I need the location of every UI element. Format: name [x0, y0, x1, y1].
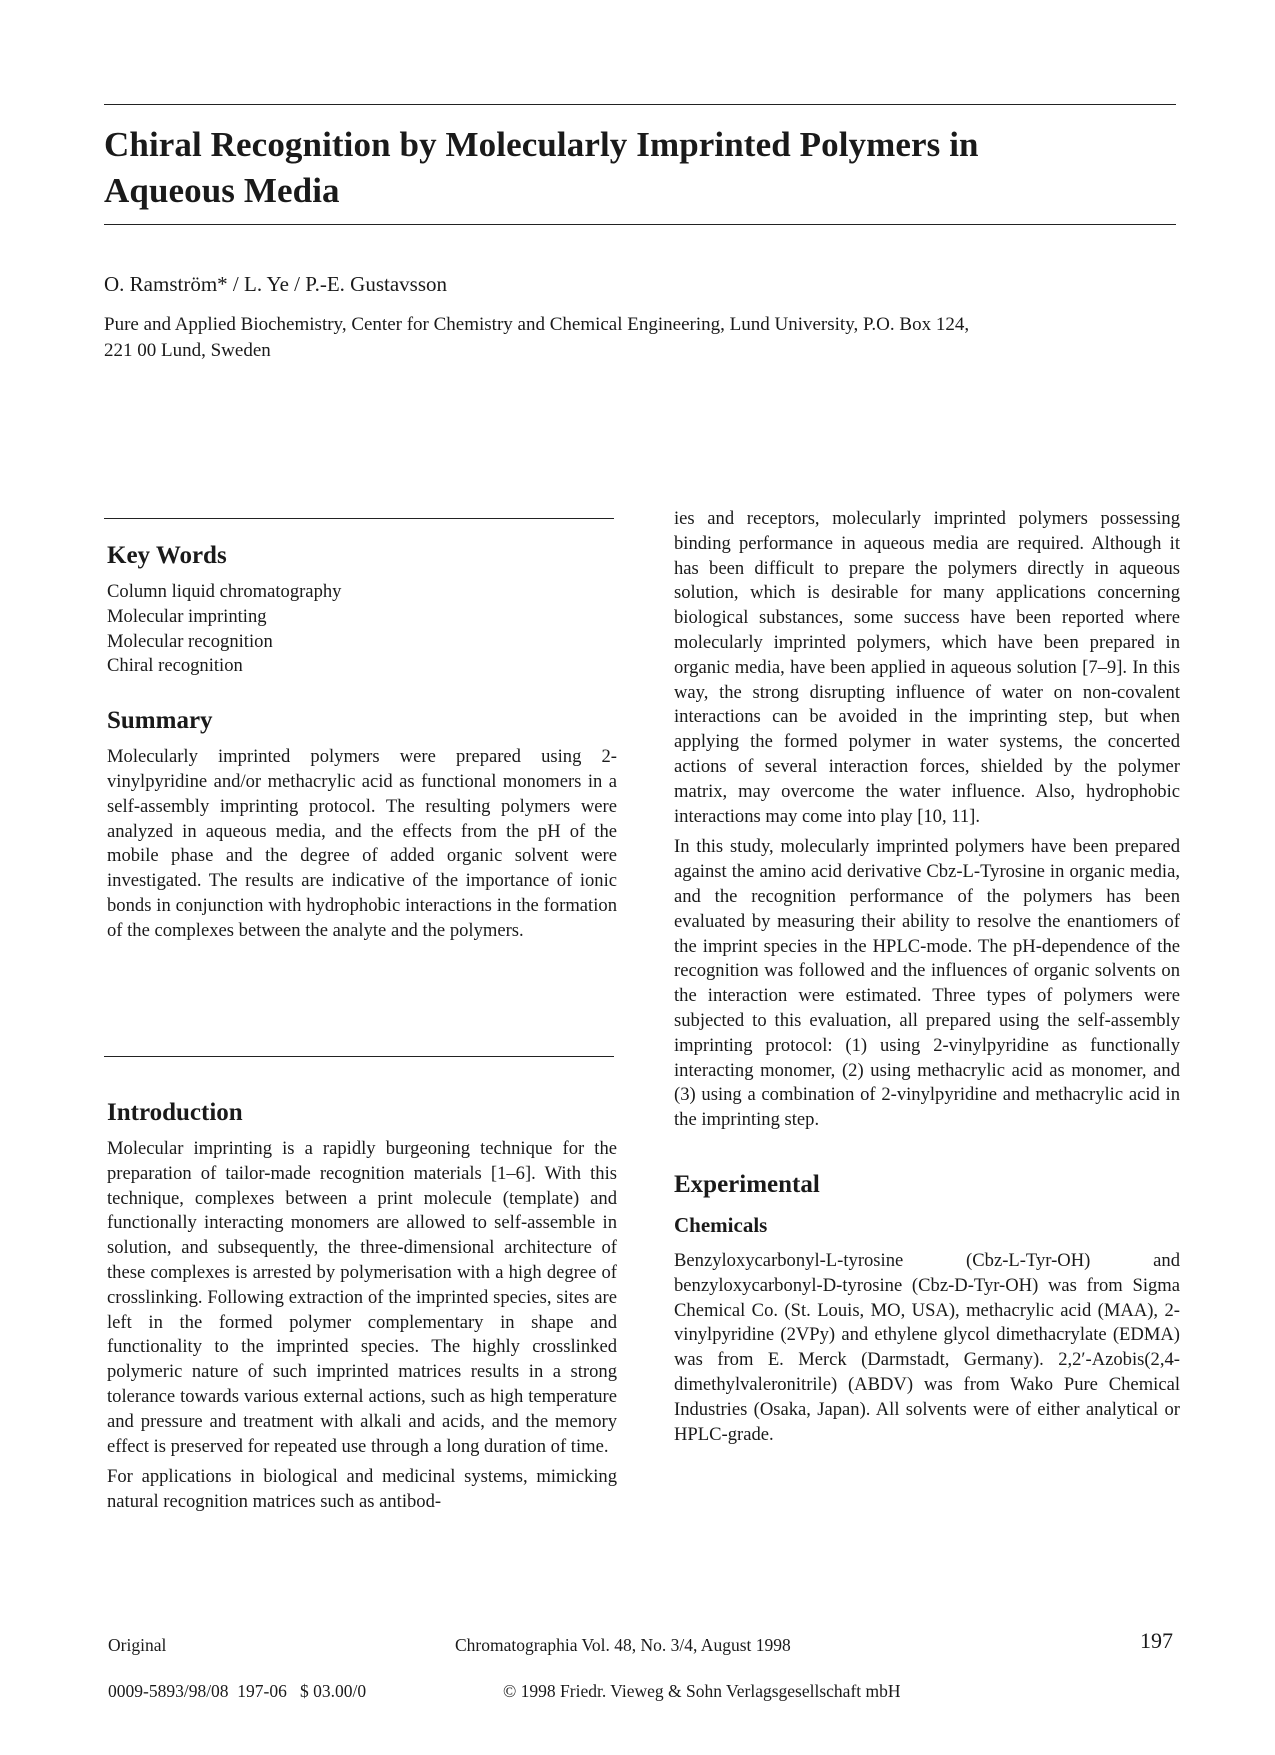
chemicals-text: Benzyloxycarbonyl-L-tyrosine (Cbz-L-Tyr-OH) and benzyloxycarbonyl-D-tyrosine (Cbz-D-Tyr-OH) was from Sigma Chemical Co. (St. Louis, MO, USA), methacrylic acid (MAA), 2-vinylpyridine (2VPy) and ethylene glycol dimethacrylate (EDMA) was from E. Merck (Darmstadt, Germany). 2,2′-Azobis(2,4-dimethylvaleronitrile) (ABDV) was from Wako Pure Chemical Industries (Osaka, Japan). All solvents were of either analytical or HPLC-grade. — [674, 1249, 1180, 1445]
title-bottom-rule — [104, 224, 1176, 225]
introduction-paragraph-2-start: For applications in biological and medicinal systems, mimicking natural recognition matrices such as antibod- — [107, 1466, 617, 1513]
introduction-section — [107, 1097, 617, 1515]
page-number: 197 — [1140, 1628, 1173, 1653]
keyword-item: Column liquid chromatography — [107, 581, 342, 602]
keyword-item: Chiral recognition — [107, 655, 243, 677]
article-title — [104, 122, 1164, 214]
footer-label: Original — [108, 1635, 167, 1655]
left-column — [107, 540, 617, 944]
introduction-paragraph-1: Molecular imprinting is a rapidly burgeoning technique for the preparation of tailor-made recognition materials [1–6]. With this technique, complexes between a print molecule (template) and functionally interacting monomers are allowed to self-assemble in solution, and subsequently, the three-dimensional architecture of these complexes is arrested by polymerisation with a high degree of crosslinking. Following extraction of the imprinted species, sites are left in the formed polymer complementary in shape and functionality to the imprinted species. The highly crosslinked polymeric nature of such imprinted matrices results in a strong tolerance towards various external actions, such as high temperature and pressure and treatment with alkali and acids, and the memory effect is preserved for repeated use through a long duration of time. — [107, 1138, 617, 1457]
affiliation-line-1: Pure and Applied Biochemistry, Center for Chemistry and Chemical Engineering, Lund University, P.O. Box 124, — [104, 314, 970, 335]
affiliation-line-2: 221 00 Lund, Sweden — [104, 340, 271, 361]
title-line-2: Aqueous Media — [104, 171, 340, 210]
introduction-paragraph-3: In this study, molecularly imprinted polymers have been prepared against the amino acid derivative Cbz-L-Tyrosine in organic media, and the recognition performance of the polymers has been evaluated by measuring their ability to resolve the enantiomers of the imprint species in the HPLC-mode. The pH-dependence of the recognition was followed and the influences of organic solvents on the interaction were estimated. Three types of polymers were subjected to this evaluation, all prepared using the self-assembly imprinting protocol: (1) using 2-vinylpyridine as functionally interacting monomer, (2) using methacrylic acid as monomer, and (3) using a combination of 2-vinylpyridine and methacrylic acid in the imprinting step. — [674, 836, 1180, 1131]
summary-bottom-rule — [104, 1056, 614, 1057]
authors: O. Ramström* / L. Ye / P.-E. Gustavsson — [104, 272, 448, 296]
keywords-top-rule — [104, 518, 614, 519]
keywords-heading: Key Words — [107, 542, 227, 569]
right-column — [674, 507, 1180, 1447]
title-line-1: Chiral Recognition by Molecularly Imprinted Polymers in — [104, 125, 979, 164]
introduction-paragraph-2-continued: ies and receptors, molecularly imprinted polymers possessing binding performance in aqueous media are required. Although it has been difficult to prepare the polymers directly in aqueous solution, which is desirable for many applications concerning biological substances, some success have been reported where molecularly imprinted polymers, which have been prepared in organic media, have been applied in aqueous solution [7–9]. In this way, the strong disrupting influence of water on non-covalent interactions can be avoided in the imprinting step, but when applying the formed polymer in water systems, the concerted actions of several interaction forces, shielded by the polymer matrix, may overcome the water influence. Also, hydrophobic interactions may come into play [10, 11]. — [674, 508, 1180, 827]
chemicals-heading: Chemicals — [674, 1212, 768, 1237]
keyword-item: Molecular imprinting — [107, 605, 267, 627]
summary-heading: Summary — [107, 707, 213, 735]
keywords-list — [107, 580, 617, 679]
experimental-heading: Experimental — [674, 1170, 820, 1198]
affiliation — [104, 312, 1184, 364]
introduction-heading: Introduction — [107, 1099, 243, 1126]
footer-code: 0009-5893/98/08 197-06 $ 03.00/0 — [108, 1681, 367, 1701]
footer-copyright: © 1998 Friedr. Vieweg & Sohn Verlagsgesellschaft mbH — [503, 1681, 901, 1701]
keyword-item: Molecular recognition — [107, 630, 273, 652]
top-rule — [104, 104, 1176, 105]
footer-journal: Chromatographia Vol. 48, No. 3/4, August 1998 — [455, 1635, 791, 1655]
summary-text: Molecularly imprinted polymers were prepared using 2-vinylpyridine and/or methacrylic acid as functional monomers in a self-assembly imprinting protocol. The resulting polymers were analyzed in aqueous media, and the effects from the pH of the mobile phase and the degree of added organic solvent were investigated. The results are indicative of the importance of ionic bonds in conjunction with hydrophobic interactions in the formation of the complexes between the analyte and the polymers. — [107, 746, 617, 941]
